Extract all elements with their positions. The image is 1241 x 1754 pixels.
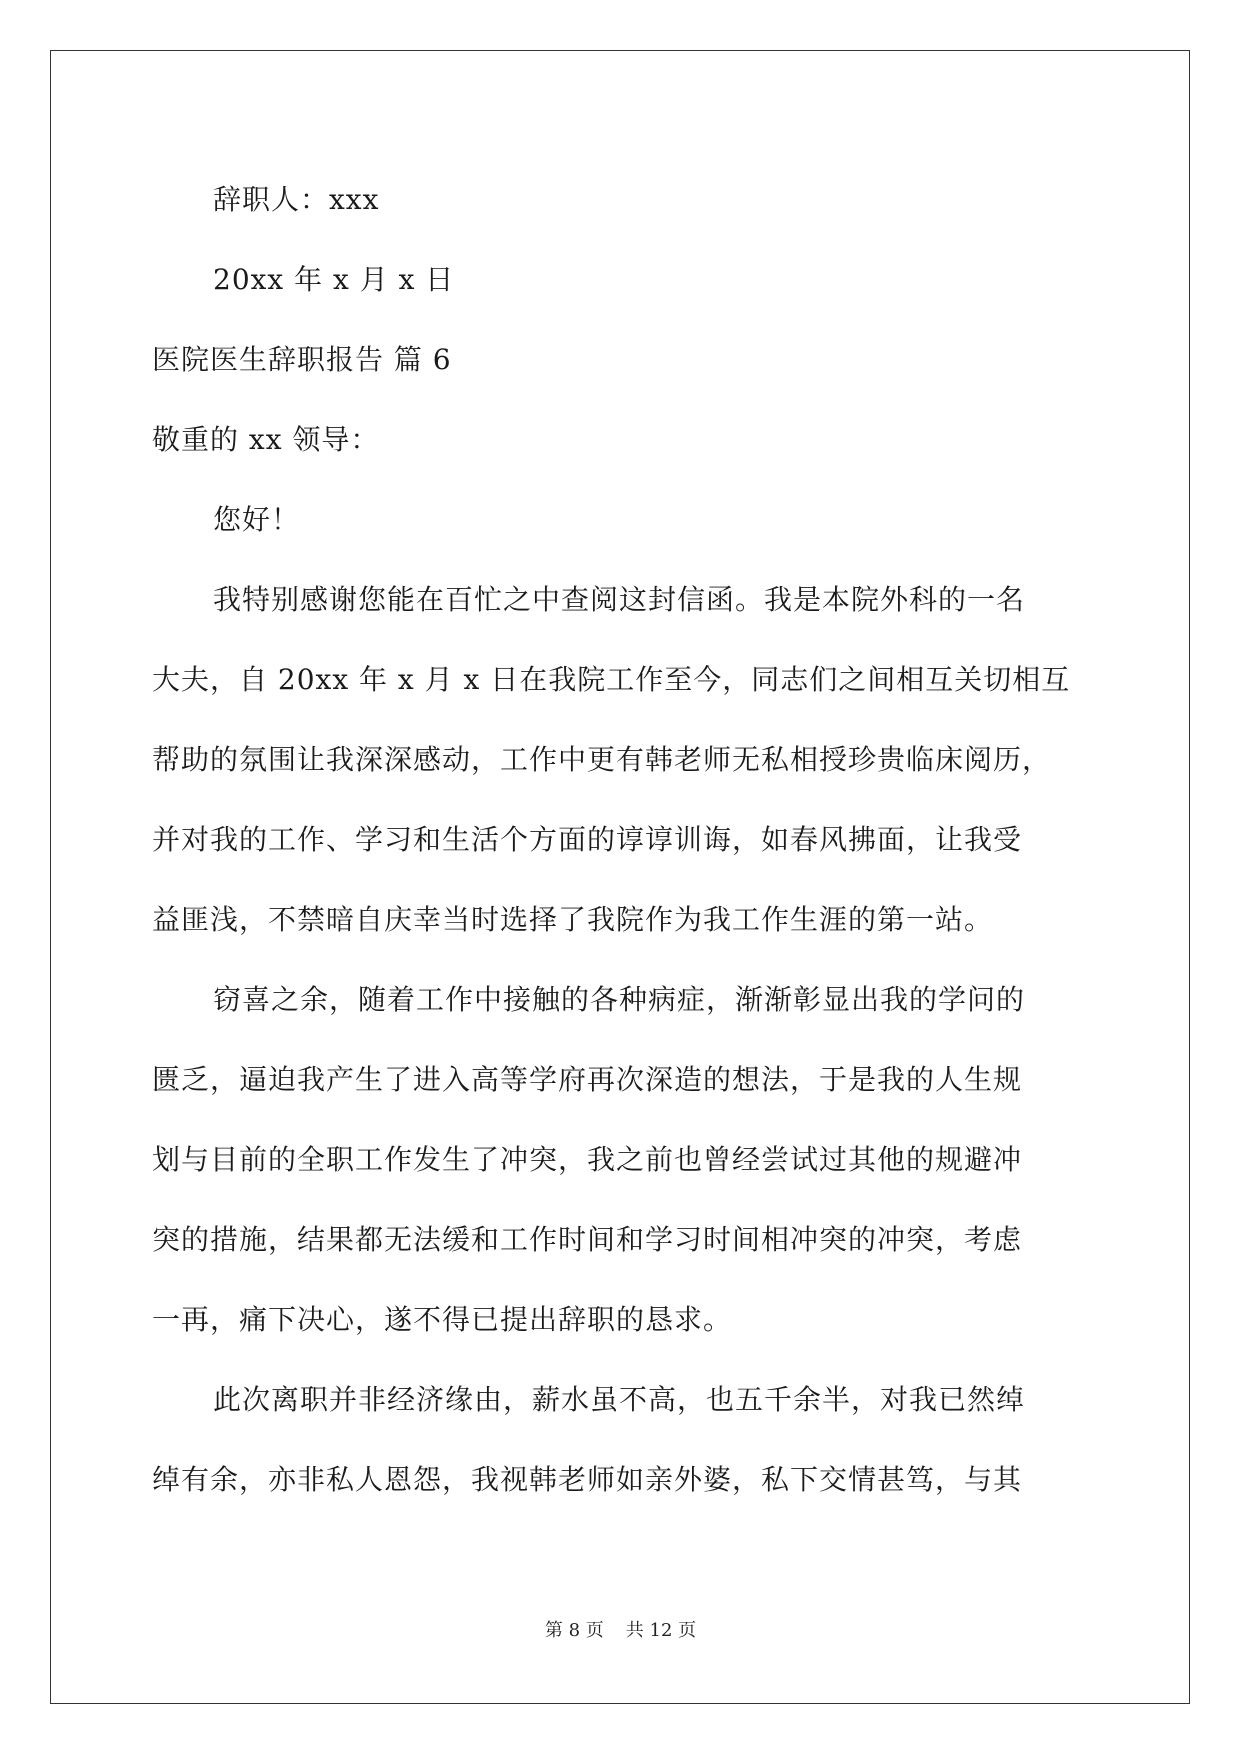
page-footer xyxy=(0,1619,1241,1643)
paragraph-line: 绰有余，亦非私人恩怨，我视韩老师如亲外婆，私下交情甚笃，与其 xyxy=(152,1463,1023,1496)
page-number-total: 共 12 页 xyxy=(625,1620,697,1641)
paragraph-line: 匮乏，逼迫我产生了进入高等学府再次深造的想法，于是我的人生规 xyxy=(152,1063,1023,1096)
paragraph-line: 我特别感谢您能在百忙之中查阅这封信函。我是本院外科的一名 xyxy=(213,583,1026,616)
salutation: 敬重的 xx 领导： xyxy=(152,423,380,456)
paragraph-line: 此次离职并非经济缘由，薪水虽不高，也五千余半，对我已然绰 xyxy=(213,1383,1026,1416)
paragraph-line: 窃喜之余，随着工作中接触的各种病症，渐渐彰显出我的学问的 xyxy=(213,983,1026,1016)
paragraph-line: 益匪浅，不禁暗自庆幸当时选择了我院作为我工作生涯的第一站。 xyxy=(152,903,994,936)
signature-date: 20xx 年 x 月 x 日 xyxy=(213,263,455,296)
paragraph-line: 大夫，自 20xx 年 x 月 x 日在我院工作至今，同志们之间相互关切相互 xyxy=(152,663,1071,696)
paragraph-line: 一再，痛下决心，遂不得已提出辞职的恳求。 xyxy=(152,1303,733,1336)
paragraph-line: 帮助的氛围让我深深感动，工作中更有韩老师无私相授珍贵临床阅历， xyxy=(152,743,1052,776)
paragraph-line: 突的措施，结果都无法缓和工作时间和学习时间相冲突的冲突，考虑 xyxy=(152,1223,1023,1256)
document-body xyxy=(152,160,1092,1520)
section-title: 医院医生辞职报告 篇 6 xyxy=(152,343,452,376)
resigner-signature: 辞职人：xxx xyxy=(213,183,380,216)
paragraph-line: 划与目前的全职工作发生了冲突，我之前也曾经尝试过其他的规避冲 xyxy=(152,1143,1023,1176)
greeting: 您好！ xyxy=(213,503,301,536)
paragraph-line: 并对我的工作、学习和生活个方面的谆谆训诲，如春风拂面，让我受 xyxy=(152,823,1023,856)
page-number-current: 第 8 页 xyxy=(544,1620,604,1641)
